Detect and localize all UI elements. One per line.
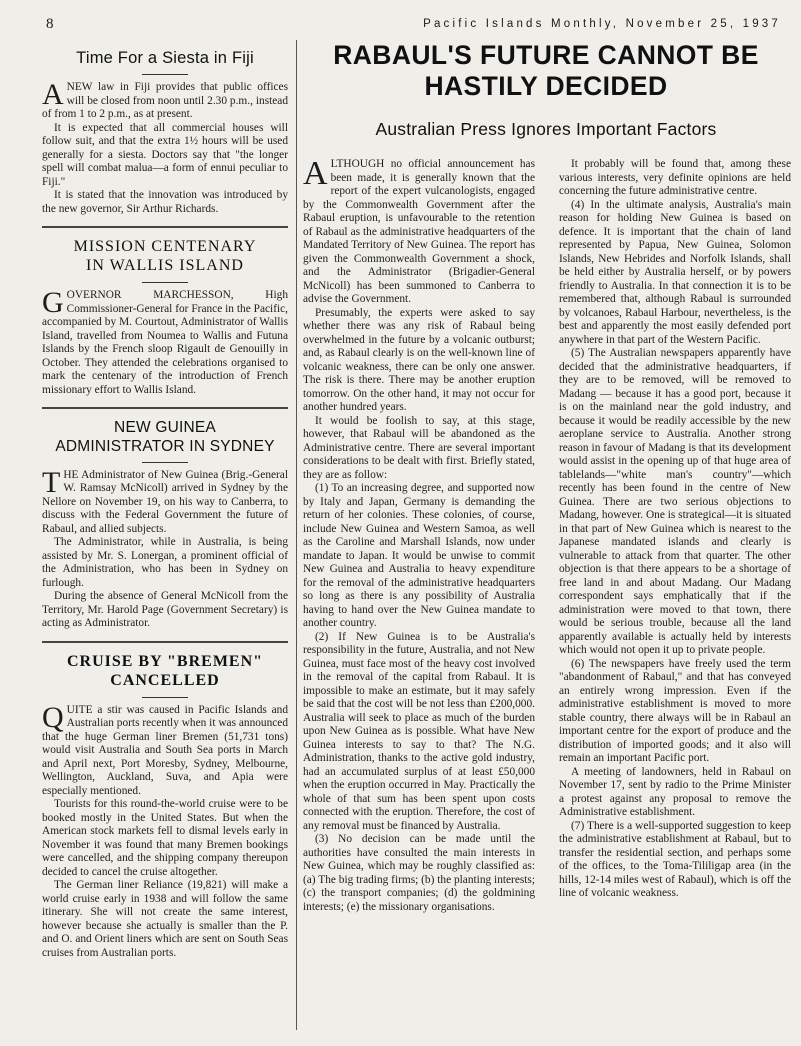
- article-mission: [42, 238, 288, 397]
- paragraph: The German liner Reliance (19,821) will make a world cruise early in 1938 and will follow the same itinerary. She will not create the same interest, however because she actually is smaller than the P. and O. and Orient liners which are sent on South Seas cruises from Australian ports.: [42, 879, 288, 959]
- drop-cap: Q: [42, 700, 64, 734]
- article-title: Time For a Siesta in Fiji: [76, 49, 254, 67]
- drop-cap: A: [42, 78, 64, 112]
- drop-cap: A: [303, 155, 328, 192]
- paragraph: QUITE a stir was caused in Pacific Islands and Australian ports recently when it was announced that the huge German liner Bremen (51,731 tons) would visit Australia and South Sea ports in March and April next, Port Moresby, Sydney, Melbourne, Wellington, Auckland, Suva, and Apia were especially mentioned.: [42, 700, 288, 797]
- paragraph: The Administrator, while in Australia, is being assisted by Mr. S. Lonergan, a prominent official of the Administration, who has been in Sydney on furlough.: [42, 536, 288, 589]
- drop-cap: T: [42, 465, 61, 499]
- column-rule: [296, 40, 297, 1030]
- page-header: [46, 16, 781, 36]
- divider: [142, 697, 188, 698]
- paragraph: ANEW law in Fiji provides that public offices will be closed from noon until 2.30 p.m., instead of from 1 to 2 p.m., as at present.: [42, 78, 288, 121]
- divider: [142, 462, 188, 463]
- article-body: [42, 78, 288, 216]
- paragraph: Presumably, the experts were asked to say whether there was any risk of Rabaul being overwhelmed in the future by a volcanic outburst; and, as Rabaul clearly is on the well-known line of volcanic weakness, there can be only one answer. The risk is there. There may be another eruption tomorrow. On the other hand, it may not occur for another hundred years.: [303, 306, 535, 413]
- main-article: [301, 36, 791, 913]
- article-column-2: [559, 158, 791, 901]
- paragraph: It probably will be found that, among these various interests, very definite opinions are held concerning the future administrative centre.: [559, 158, 791, 197]
- paragraph: Tourists for this round-the-world cruise were to be booked mostly in the United States. But when the American stock markets fell to dismal levels early in November it was found that many Bremen bookings were cancelled, and the shipping company thereupon decided to cancel the cruise altogether.: [42, 798, 288, 878]
- divider: [142, 74, 188, 75]
- article-body: [42, 465, 288, 631]
- section-divider: [42, 226, 288, 228]
- paragraph: (7) There is a well-supported suggestion to keep the administrative establishment at Rabaul, but to transfer the residential section, and perhaps some of the offices, to the Toma-Tililigap area (in the hills, 12-14 miles west of Rabaul), which is off the line of volcanic weakness.: [559, 819, 791, 899]
- paragraph: A meeting of landowners, held in Rabaul on November 17, sent by radio to the Prime Minister a protest against any proposal to remove the Administrative establishment.: [559, 765, 791, 818]
- paragraph: GOVERNOR MARCHESSON, High Commissioner-General for France in the Pacific, accompanied by M. Courtout, Administrator of Wallis Island, travelled from Noumea to Wallis and Futuna Islands by the French sloop Rigault de Genouilly in October. They attended the celebrations organised to mark the centenary of the introduction of French missionary effort to Wallis Island.: [42, 286, 288, 396]
- paragraph: (4) In the ultimate analysis, Australia's main reason for holding New Guinea is based on defence. It is important that the chain of land represented by Papua, New Guinea, Solomon Islands, New Hebrides and Norfolk Islands, shall be held either by Australia herself, or by powers friendly to Australia. In that connection it is to be remembered that, although Rabaul is surrounded by volcanoes, Rabaul Harbour, nevertheless, is the best and apparently the most easily defended port anywhere in that part of the Western Pacific.: [559, 198, 791, 346]
- paragraph: ALTHOUGH no official announcement has been made, it is generally known that the report of the expert vulcanologists, engaged by the Commonwealth Government after the Rabaul eruption, is unfavourable to the retention of Rabaul as the administrative headquarters of the Mandated Territory of New Guinea. The report has given the Commonwealth Government a shock, and the Administrator (Brigadier-General McNicoll) has been summoned to Canberra to advise the Government.: [303, 155, 535, 305]
- paragraph: (5) The Australian newspapers apparently have decided that the administrative headquarters, if they are to be removed, will be removed to Madang — because it has a good port, because it is on the mainland near the gold industry, and because it would be readily accessible by the new aeroplane service to Australia. Another strong reason in favour of Madang is that its development would assist in the opening up of that huge area of tablelands—"white man's country"—which recently has been found in the centre of New Guinea. There are two serious objections to Madang, however. One is strategical—it is situated in that part of New Guinea which is nearest to the Japanese mandated islands and clearly is vulnerable to attack from that quarter. The other objection is that there appears to be a shortage of free land in and about Madang. Our Madang correspondent says emphatically that if the administration were moved to that town, there would be serious trouble, because all the land apparently available is actually held by interests which would not open it up to private people.: [559, 347, 791, 656]
- paragraph: (3) No decision can be made until the authorities have consulted the main interests in New Guinea, which may be roughly classified as: (a) The big trading firms; (b) the planting interests; (c) the transport companies; (d) the goldmining interests; (e) the missionary organisations.: [303, 833, 535, 913]
- article-administrator: [42, 419, 288, 631]
- running-head: Pacific Islands Monthly, November 25, 1937: [423, 18, 781, 30]
- article-body: [42, 700, 288, 961]
- paragraph: (1) To an increasing degree, and supported now by Italy and Japan, Germany is demanding the return of her colonies. These colonies, of course, include New Guinea and Western Samoa, as well as the Caroline and Marshall Islands, now under mandate to Japan. It would be unwise to commit New Guinea and Australia to heavy expenditure for the removal of the administrative headquarters so long as there is any possibility of Australia having to hand over the New Guinea mandate to another country.: [303, 482, 535, 629]
- section-divider: [42, 641, 288, 643]
- article-title: CRUISE BY "BREMEN" CANCELLED: [66, 652, 264, 689]
- article-title: NEW GUINEA ADMINISTRATOR IN SYDNEY: [55, 419, 275, 455]
- article-column-1: [303, 155, 535, 914]
- paragraph: It is stated that the innovation was introduced by the new governor, Sir Arthur Richards.: [42, 189, 288, 215]
- left-column: [42, 36, 288, 960]
- section-divider: [42, 407, 288, 409]
- paragraph: It would be foolish to say, at this stage, however, that Rabaul will be abandoned as the Administrative centre. There are several important considerations to be dealt with first. Briefly stated, they are as follow:: [303, 414, 535, 481]
- paragraph: (6) The newspapers have freely used the term "abandonment of Rabaul," and that has conveyed an entirely wrong impression. Even if the administrative establishment is moved to more stable country, there always will be in Rabaul an important centre for the export of produce and the distribution of imported goods; and it also will remain an important Pacific port.: [559, 657, 791, 764]
- article-body: [42, 286, 288, 397]
- paragraph: (2) If New Guinea is to be Australia's responsibility in the future, Australia, and not New Guinea, must face most of the heavy cost involved in the removal of the capital from Rabaul. It is impossible to make an estimate, but it may safely be said that the cost will be not less than £200,000. Australia will seek to place as much of the burden upon New Guinea as is possible. What have New Guinea interests to say to that? The N.G. Administration, thanks to the active gold industry, had an accumulated surplus of at least £50,000 when the eruption occurred in May. Practically the whole of that sum has been spent upon costs connected with the eruption. Therefore, the cost of any removal must be financed by Australia.: [303, 630, 535, 832]
- page-number: 8: [46, 16, 54, 32]
- drop-cap: G: [42, 286, 64, 320]
- article-siesta: [42, 49, 288, 216]
- article-cruise: [42, 653, 288, 960]
- paragraph: During the absence of General McNicoll from the Territory, Mr. Harold Page (Government Secretary) is acting as Administrator.: [42, 590, 288, 630]
- headline: RABAUL'S FUTURE CANNOT BE HASTILY DECIDED: [333, 40, 759, 101]
- divider: [142, 282, 188, 283]
- article-title: MISSION CENTENARY IN WALLIS ISLAND: [73, 238, 257, 275]
- paragraph: THE Administrator of New Guinea (Brig.-General W. Ramsay McNicoll) arrived in Sydney by the Nellore on November 19, on his way to Canberra, to discuss with the Federal Government the future of Rabaul, and allied subjects.: [42, 465, 288, 535]
- subheadline: Australian Press Ignores Important Factors: [375, 119, 717, 139]
- paragraph: It is expected that all commercial houses will follow suit, and that the extra 1½ hours will be used generally for a siesta. Doctors say that "the longer spell will combat malua—a form of ennui peculiar to Fiji.": [42, 121, 288, 188]
